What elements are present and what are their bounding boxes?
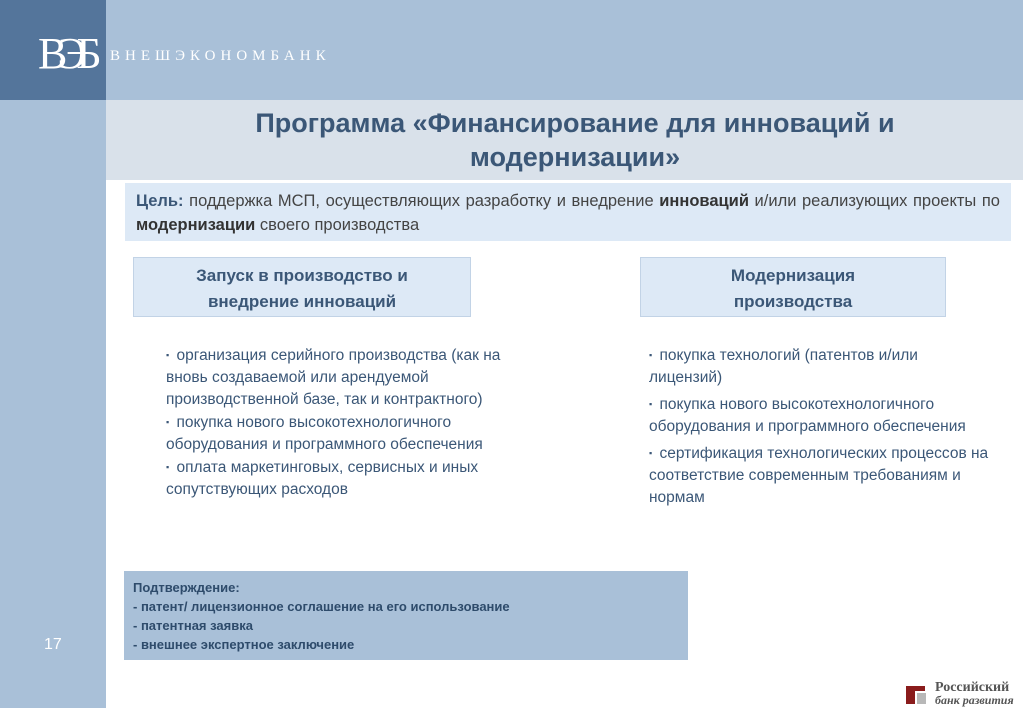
goal-bold-modernization: модернизации [136, 216, 256, 234]
left-heading-line2: внедрение инноваций [207, 292, 397, 311]
list-item: ▪ покупка нового высокотехнологичного оборудования и программного обеспечения [166, 414, 483, 453]
rdb-logo [903, 681, 1023, 708]
goal-text-part2: и/или реализующих проекты по [748, 192, 1000, 210]
goal-label: Цель: [136, 192, 184, 210]
list-item: ▪ покупка нового высокотехнологичного оборудования и программного обеспечения [649, 396, 966, 435]
right-column-heading [640, 257, 946, 317]
right-heading-line2: производства [733, 292, 853, 311]
goal-text-part3: своего производства [255, 216, 420, 234]
left-bullet-list [166, 344, 516, 501]
goal-bold-innovations: инноваций [659, 192, 749, 210]
rdb-logo-icon [903, 683, 929, 707]
list-item: ▪ оплата маркетинговых, сервисных и иных сопутствующих расходов [166, 459, 479, 498]
slide-title [160, 106, 990, 174]
confirmation-line: - внешнее экспертное заключение [133, 637, 355, 652]
slide-title-line1: Программа «Финансирование для инноваций и [255, 108, 895, 138]
goal-box [125, 183, 1011, 241]
page-number: 17 [44, 636, 62, 653]
confirmation-line: - патентная заявка [133, 618, 253, 633]
right-bullet-list [649, 344, 989, 513]
left-sidebar-band [0, 0, 106, 708]
bullet-icon: ▪ [649, 350, 653, 360]
confirmation-line: - патент/ лицензионное соглашение на его использование [133, 599, 510, 614]
bullet-icon: ▪ [166, 462, 170, 472]
right-heading-line1: Модернизация [730, 266, 856, 285]
confirmation-box [124, 571, 688, 660]
left-heading-line1: Запуск в производство и [196, 266, 408, 285]
bank-logo-block [0, 0, 106, 100]
rdb-logo-text [935, 681, 1014, 707]
list-item: ▪ организация серийного производства (как на вновь создаваемой или арендуемой производственной базе, так и контрактного) [166, 347, 501, 408]
rdb-logo-line1: Российский [935, 680, 1010, 695]
confirmation-title: Подтверждение: [133, 580, 240, 595]
slide-title-line2: модернизации» [469, 142, 681, 172]
list-item: ▪ покупка технологий (патентов и/или лицензий) [649, 347, 918, 386]
bullet-icon: ▪ [649, 448, 653, 458]
bullet-icon: ▪ [166, 350, 170, 360]
bullet-icon: ▪ [166, 417, 170, 427]
goal-text-part1: поддержка МСП, осуществляющих разработку и внедрение [183, 192, 660, 210]
bank-name: ВНЕШЭКОНОМБАНК [110, 48, 331, 64]
bullet-icon: ▪ [649, 399, 653, 409]
left-column-heading [133, 257, 471, 317]
veb-logo-mark: ВЭБ [38, 29, 92, 78]
list-item: ▪ сертификация технологических процессов на соответствие современным требованиям и нормам [649, 445, 989, 506]
rdb-logo-line2: банк развития [935, 693, 1014, 707]
